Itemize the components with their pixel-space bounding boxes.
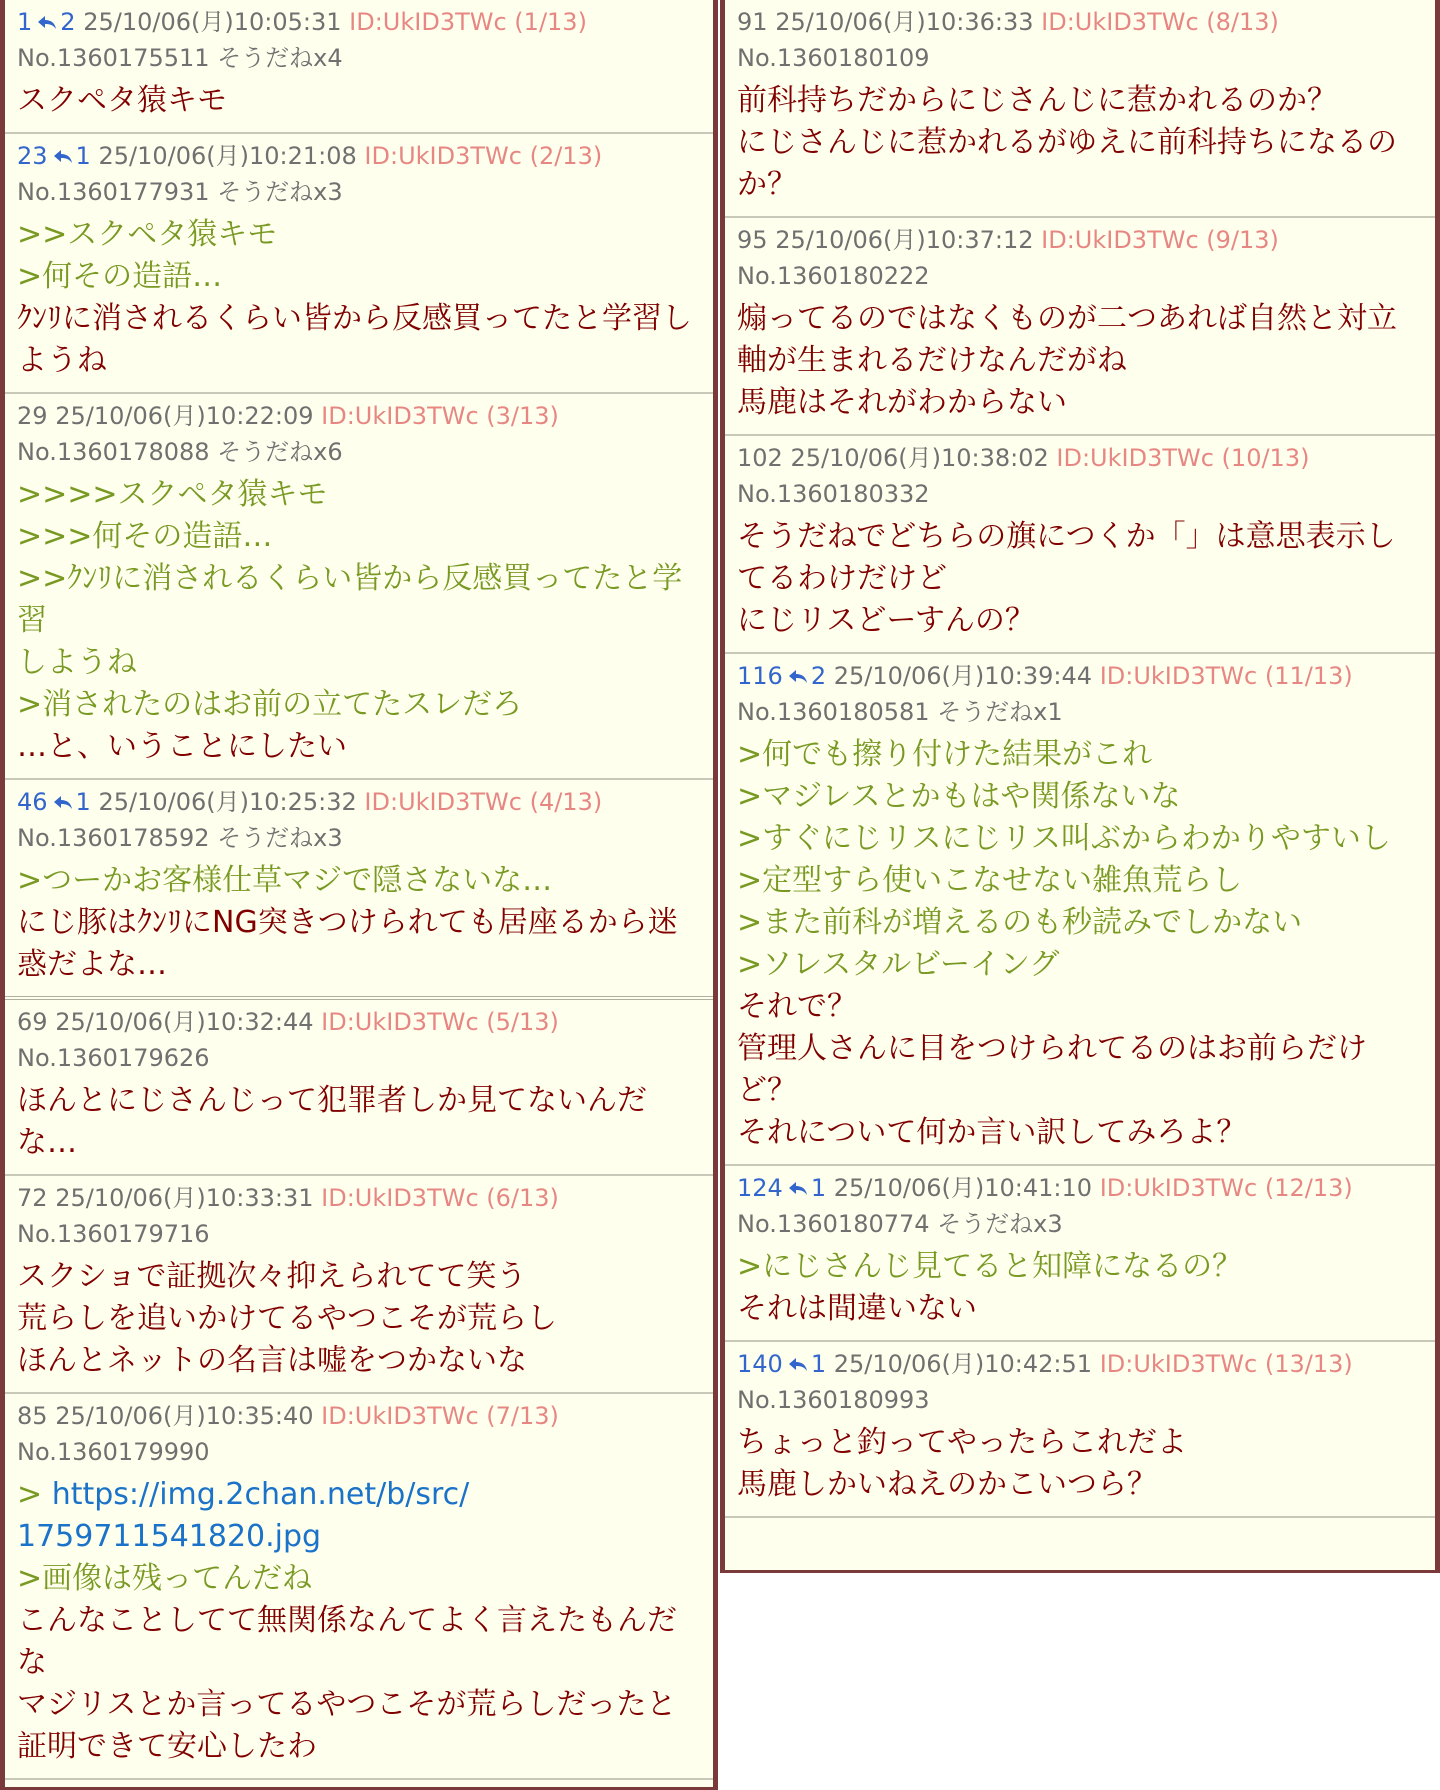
text-line xyxy=(17,902,701,944)
post-header xyxy=(737,4,1423,40)
line-text: >つーかお客様仕草マジで隠さないな… xyxy=(17,863,553,898)
post-number[interactable]: 29 xyxy=(17,402,48,430)
post-no: No.1360180222 xyxy=(737,262,930,290)
soudane-button[interactable]: そうだねx1 xyxy=(937,698,1063,726)
text-line xyxy=(737,340,1423,382)
post-header xyxy=(737,658,1423,694)
line-text: か？ xyxy=(737,167,797,202)
poster-id[interactable]: ID:UkID3TWc (1/13) xyxy=(349,8,587,36)
line-text: 荒らしを追いかけてるやつこそが荒らし xyxy=(17,1301,557,1336)
text-line xyxy=(17,1642,701,1684)
post-subheader xyxy=(737,258,1423,294)
post-body xyxy=(17,1474,701,1768)
text-line xyxy=(17,80,701,122)
text-line xyxy=(17,1298,701,1340)
text-line xyxy=(17,1684,701,1726)
post-no: No.1360179716 xyxy=(17,1220,210,1248)
poster-id[interactable]: ID:UkID3TWc (5/13) xyxy=(321,1008,559,1036)
line-text: >何その造語… xyxy=(17,259,223,294)
line-text: 管理人さんに目をつけられてるのはお前らだけ xyxy=(737,1031,1367,1066)
post-body xyxy=(737,1246,1423,1330)
post-header xyxy=(17,1004,701,1040)
line-text: 煽ってるのではなくものが二つあれば自然と対立 xyxy=(737,301,1397,336)
post-date: 25/10/06(月)10:25:32 xyxy=(98,788,357,816)
text-line xyxy=(17,1080,701,1122)
reply-count: 1 xyxy=(810,1350,827,1378)
post-body xyxy=(737,516,1423,642)
post-number[interactable]: 85 xyxy=(17,1402,48,1430)
post-header xyxy=(737,1346,1423,1382)
line-text: にじ豚はｸﾝﾘにNG突きつけられても居座るから迷 xyxy=(17,905,678,940)
post xyxy=(5,0,713,134)
line-text: ど？ xyxy=(737,1073,797,1108)
post-no: No.1360180581 xyxy=(737,698,930,726)
post xyxy=(725,1342,1435,1518)
line-text: 馬鹿はそれがわからない xyxy=(737,385,1067,420)
post-subheader xyxy=(17,434,701,470)
reply-indicator[interactable] xyxy=(48,142,91,170)
post-date: 25/10/06(月)10:38:02 xyxy=(790,444,1049,472)
line-text: そうだねでどちらの旗につくか「」は意思表示し xyxy=(737,519,1396,554)
line-text: >にじさんじ見てると知障になるの？ xyxy=(737,1249,1243,1284)
quote-line xyxy=(737,902,1423,944)
line-text: 前科持ちだからにじさんじに惹かれるのか？ xyxy=(737,83,1337,118)
post-subheader xyxy=(17,1434,701,1470)
line-text: にじさんじに惹かれるがゆえに前科持ちになるの xyxy=(737,125,1397,160)
reply-indicator[interactable] xyxy=(32,8,75,36)
post-subheader xyxy=(17,174,701,210)
post-no: No.1360175511 xyxy=(17,44,210,72)
post-header xyxy=(737,1170,1423,1206)
poster-id[interactable]: ID:UkID3TWc (4/13) xyxy=(364,788,603,816)
poster-id[interactable]: ID:UkID3TWc (10/13) xyxy=(1056,444,1310,472)
reply-arrow-icon xyxy=(787,1356,809,1374)
post-number[interactable]: 102 xyxy=(737,444,783,472)
text-line xyxy=(737,986,1423,1028)
post-date: 25/10/06(月)10:22:09 xyxy=(55,402,314,430)
post-header xyxy=(17,138,701,174)
line-text: それは間違いない xyxy=(737,1291,977,1326)
post-number[interactable]: 72 xyxy=(17,1184,48,1212)
text-line xyxy=(737,558,1423,600)
post-subheader xyxy=(737,1206,1423,1242)
quote-line xyxy=(17,1474,701,1516)
post-date: 25/10/06(月)10:39:44 xyxy=(833,662,1093,690)
text-line xyxy=(17,298,701,340)
quote-line xyxy=(17,516,701,558)
line-text: > xyxy=(17,1477,52,1512)
post-no: No.1360180993 xyxy=(737,1386,930,1414)
post xyxy=(5,134,713,394)
reply-count: 2 xyxy=(810,662,827,690)
post-subheader xyxy=(737,694,1423,730)
post-date: 25/10/06(月)10:33:31 xyxy=(55,1184,314,1212)
post-no: No.1360179990 xyxy=(17,1438,210,1466)
post-date: 25/10/06(月)10:37:12 xyxy=(775,226,1034,254)
line-text: スクペタ猿キモ xyxy=(17,83,227,118)
reply-arrow-icon xyxy=(787,1180,809,1198)
reply-indicator[interactable] xyxy=(783,1174,826,1202)
quote-line xyxy=(737,944,1423,986)
post-subheader xyxy=(17,1040,701,1076)
quote-line xyxy=(17,1558,701,1600)
reply-arrow-icon xyxy=(52,794,74,812)
poster-id[interactable]: ID:UkID3TWc (13/13) xyxy=(1099,1350,1353,1378)
post-date: 25/10/06(月)10:42:51 xyxy=(833,1350,1093,1378)
post xyxy=(725,436,1435,654)
line-text: ほんとにじさんじって犯罪者しか見てないんだ xyxy=(17,1083,647,1118)
post xyxy=(725,218,1435,436)
poster-id[interactable]: ID:UkID3TWc (12/13) xyxy=(1099,1174,1353,1202)
post-date: 25/10/06(月)10:36:33 xyxy=(775,8,1034,36)
post-number[interactable]: 140 xyxy=(737,1350,783,1378)
line-text: ようね xyxy=(17,343,107,378)
soudane-button[interactable]: そうだねx4 xyxy=(217,44,343,72)
quote-line xyxy=(737,1246,1423,1288)
text-line xyxy=(737,1288,1423,1330)
post-header xyxy=(737,222,1423,258)
post xyxy=(5,1000,713,1176)
text-line xyxy=(17,726,701,768)
poster-id[interactable]: ID:UkID3TWc (7/13) xyxy=(321,1402,559,1430)
text-line xyxy=(17,340,701,382)
reply-arrow-icon xyxy=(52,148,74,166)
line-text: ｸﾝﾘに消されるくらい皆から反感買ってたと学習し xyxy=(17,301,692,336)
reply-count: 1 xyxy=(75,142,91,170)
post-no: No.1360177931 xyxy=(17,178,210,206)
post-date: 25/10/06(月)10:32:44 xyxy=(55,1008,314,1036)
text-line xyxy=(737,382,1423,424)
post xyxy=(725,0,1435,218)
post-header xyxy=(737,440,1423,476)
post-date: 25/10/06(月)10:41:10 xyxy=(833,1174,1093,1202)
text-line xyxy=(17,944,701,986)
post-header xyxy=(17,1398,701,1434)
poster-id[interactable]: ID:UkID3TWc (6/13) xyxy=(321,1184,559,1212)
text-line xyxy=(17,1600,701,1642)
text-line xyxy=(737,1422,1423,1464)
post-body xyxy=(737,298,1423,424)
text-line xyxy=(737,164,1423,206)
post-date: 25/10/06(月)10:35:40 xyxy=(55,1402,314,1430)
line-text: 惑だよな… xyxy=(17,947,167,982)
post xyxy=(5,1176,713,1394)
text-line xyxy=(17,1122,701,1164)
line-text: それで？ xyxy=(737,989,857,1024)
line-text: てるわけだけど xyxy=(737,561,947,596)
line-text: 軸が生まれるだけなんだがね xyxy=(737,343,1127,378)
quote-line xyxy=(17,214,701,256)
reply-indicator[interactable] xyxy=(783,662,826,690)
post-body xyxy=(17,1256,701,1382)
post-number[interactable]: 95 xyxy=(737,226,768,254)
text-line xyxy=(17,1340,701,1382)
line-text: …と、いうことにしたい xyxy=(17,729,347,764)
post-body xyxy=(737,734,1423,1154)
post-body xyxy=(737,1422,1423,1506)
post xyxy=(5,780,713,1000)
post-no: No.1360179626 xyxy=(17,1044,210,1072)
post-header xyxy=(17,1180,701,1216)
text-line xyxy=(737,1070,1423,1112)
post-subheader xyxy=(737,476,1423,512)
line-text: な xyxy=(17,1645,47,1680)
line-text: >>>何その造語… xyxy=(17,519,273,554)
post-no: No.1360178088 xyxy=(17,438,210,466)
post-number[interactable]: 124 xyxy=(737,1174,783,1202)
line-text: >>ｸﾝﾘに消されるくらい皆から反感買ってたと学習 xyxy=(17,561,683,638)
image-link[interactable]: https://img.2chan.net/b/src/ xyxy=(51,1477,470,1512)
line-text: しようね xyxy=(17,645,137,680)
line-text: ほんとネットの名言は嘘をつかないな xyxy=(17,1343,527,1378)
right-column xyxy=(720,0,1440,1573)
post-body xyxy=(17,214,701,382)
post xyxy=(5,1394,713,1780)
text-line xyxy=(737,600,1423,642)
poster-id[interactable]: ID:UkID3TWc (11/13) xyxy=(1099,662,1353,690)
poster-id[interactable]: ID:UkID3TWc (8/13) xyxy=(1041,8,1279,36)
link-line[interactable] xyxy=(17,1516,701,1558)
line-text: >何でも擦り付けた結果がこれ xyxy=(737,737,1153,772)
line-text: >消されたのはお前の立てたスレだろ xyxy=(17,687,523,722)
quote-line xyxy=(17,860,701,902)
line-text: 1759711541820.jpg xyxy=(17,1519,322,1554)
post-number[interactable]: 91 xyxy=(737,8,768,36)
post-subheader xyxy=(17,1216,701,1252)
post-subheader xyxy=(737,40,1423,76)
post-no: No.1360180332 xyxy=(737,480,930,508)
text-line xyxy=(737,298,1423,340)
line-text: >ソレスタルビーイング xyxy=(737,947,1060,982)
reply-arrow-icon xyxy=(787,668,809,686)
post-number[interactable]: 46 xyxy=(17,788,48,816)
line-text: >マジレスとかもはや関係ないな xyxy=(737,779,1181,814)
quote-line xyxy=(737,818,1423,860)
post-header xyxy=(17,4,701,40)
soudane-button[interactable]: そうだねx3 xyxy=(217,178,343,206)
post-date: 25/10/06(月)10:21:08 xyxy=(98,142,357,170)
reply-indicator[interactable] xyxy=(48,788,91,816)
line-text: 証明できて安心したわ xyxy=(17,1729,317,1764)
reply-arrow-icon xyxy=(36,14,58,32)
post-body xyxy=(17,860,701,986)
line-text: >>スクペタ猿キモ xyxy=(17,217,278,252)
post-header xyxy=(17,398,701,434)
reply-indicator[interactable] xyxy=(783,1350,826,1378)
line-text: それについて何か言い訳してみろよ？ xyxy=(737,1115,1247,1150)
text-line xyxy=(737,516,1423,558)
post-body xyxy=(17,80,701,122)
line-text: にじリスどーすんの？ xyxy=(737,603,1035,638)
post xyxy=(725,654,1435,1166)
poster-id[interactable]: ID:UkID3TWc (3/13) xyxy=(321,402,559,430)
post xyxy=(725,1166,1435,1342)
line-text: >また前科が増えるのも秒読みでしかない xyxy=(737,905,1303,940)
quote-line xyxy=(17,684,701,726)
line-text: な… xyxy=(17,1125,77,1160)
line-text: >すぐにじリスにじリス叫ぶからわかりやすいし xyxy=(737,821,1391,856)
text-line xyxy=(737,122,1423,164)
text-line xyxy=(737,1112,1423,1154)
soudane-button[interactable]: そうだねx3 xyxy=(217,824,343,852)
text-line xyxy=(17,1726,701,1768)
quote-line xyxy=(17,256,701,298)
post-no: No.1360180774 xyxy=(737,1210,930,1238)
quote-line xyxy=(737,776,1423,818)
line-text: こんなことしてて無関係なんてよく言えたもんだ xyxy=(17,1603,677,1638)
soudane-button[interactable]: そうだねx3 xyxy=(937,1210,1063,1238)
reply-count: 1 xyxy=(75,788,91,816)
quote-line xyxy=(737,734,1423,776)
text-line xyxy=(17,1256,701,1298)
post-body xyxy=(17,474,701,768)
post-body xyxy=(737,80,1423,206)
poster-id[interactable]: ID:UkID3TWc (2/13) xyxy=(364,142,603,170)
post-number[interactable]: 69 xyxy=(17,1008,48,1036)
soudane-button[interactable]: そうだねx6 xyxy=(217,438,343,466)
reply-count: 2 xyxy=(60,8,76,36)
line-text: >定型すら使いこなせない雑魚荒らし xyxy=(737,863,1243,898)
post-no: No.1360178592 xyxy=(17,824,210,852)
reply-count: 1 xyxy=(810,1174,827,1202)
line-text: スクショで証拠次々抑えられてて笑う xyxy=(17,1259,527,1294)
text-line xyxy=(737,80,1423,122)
line-text: ちょっと釣ってやったらこれだよ xyxy=(737,1425,1187,1460)
line-text: >画像は残ってんだね xyxy=(17,1561,313,1596)
post xyxy=(5,394,713,780)
post-number[interactable]: 23 xyxy=(17,142,48,170)
left-column xyxy=(0,0,718,1790)
post-subheader xyxy=(17,40,701,76)
quote-line xyxy=(737,860,1423,902)
post-header xyxy=(17,784,701,820)
poster-id[interactable]: ID:UkID3TWc (9/13) xyxy=(1041,226,1279,254)
post-number[interactable]: 1 xyxy=(17,8,33,36)
post-number[interactable]: 116 xyxy=(737,662,783,690)
post-body xyxy=(17,1080,701,1164)
post-date: 25/10/06(月)10:05:31 xyxy=(83,8,342,36)
quote-line xyxy=(17,474,701,516)
line-text: マジリスとか言ってるやつこそが荒らしだったと xyxy=(17,1687,677,1722)
text-line xyxy=(737,1028,1423,1070)
post-subheader xyxy=(737,1382,1423,1418)
line-text: >>>>スクペタ猿キモ xyxy=(17,477,328,512)
post-subheader xyxy=(17,820,701,856)
quote-line xyxy=(17,642,701,684)
text-line xyxy=(737,1464,1423,1506)
post-no: No.1360180109 xyxy=(737,44,930,72)
quote-line xyxy=(17,558,701,642)
line-text: 馬鹿しかいねえのかこいつら？ xyxy=(737,1467,1157,1502)
